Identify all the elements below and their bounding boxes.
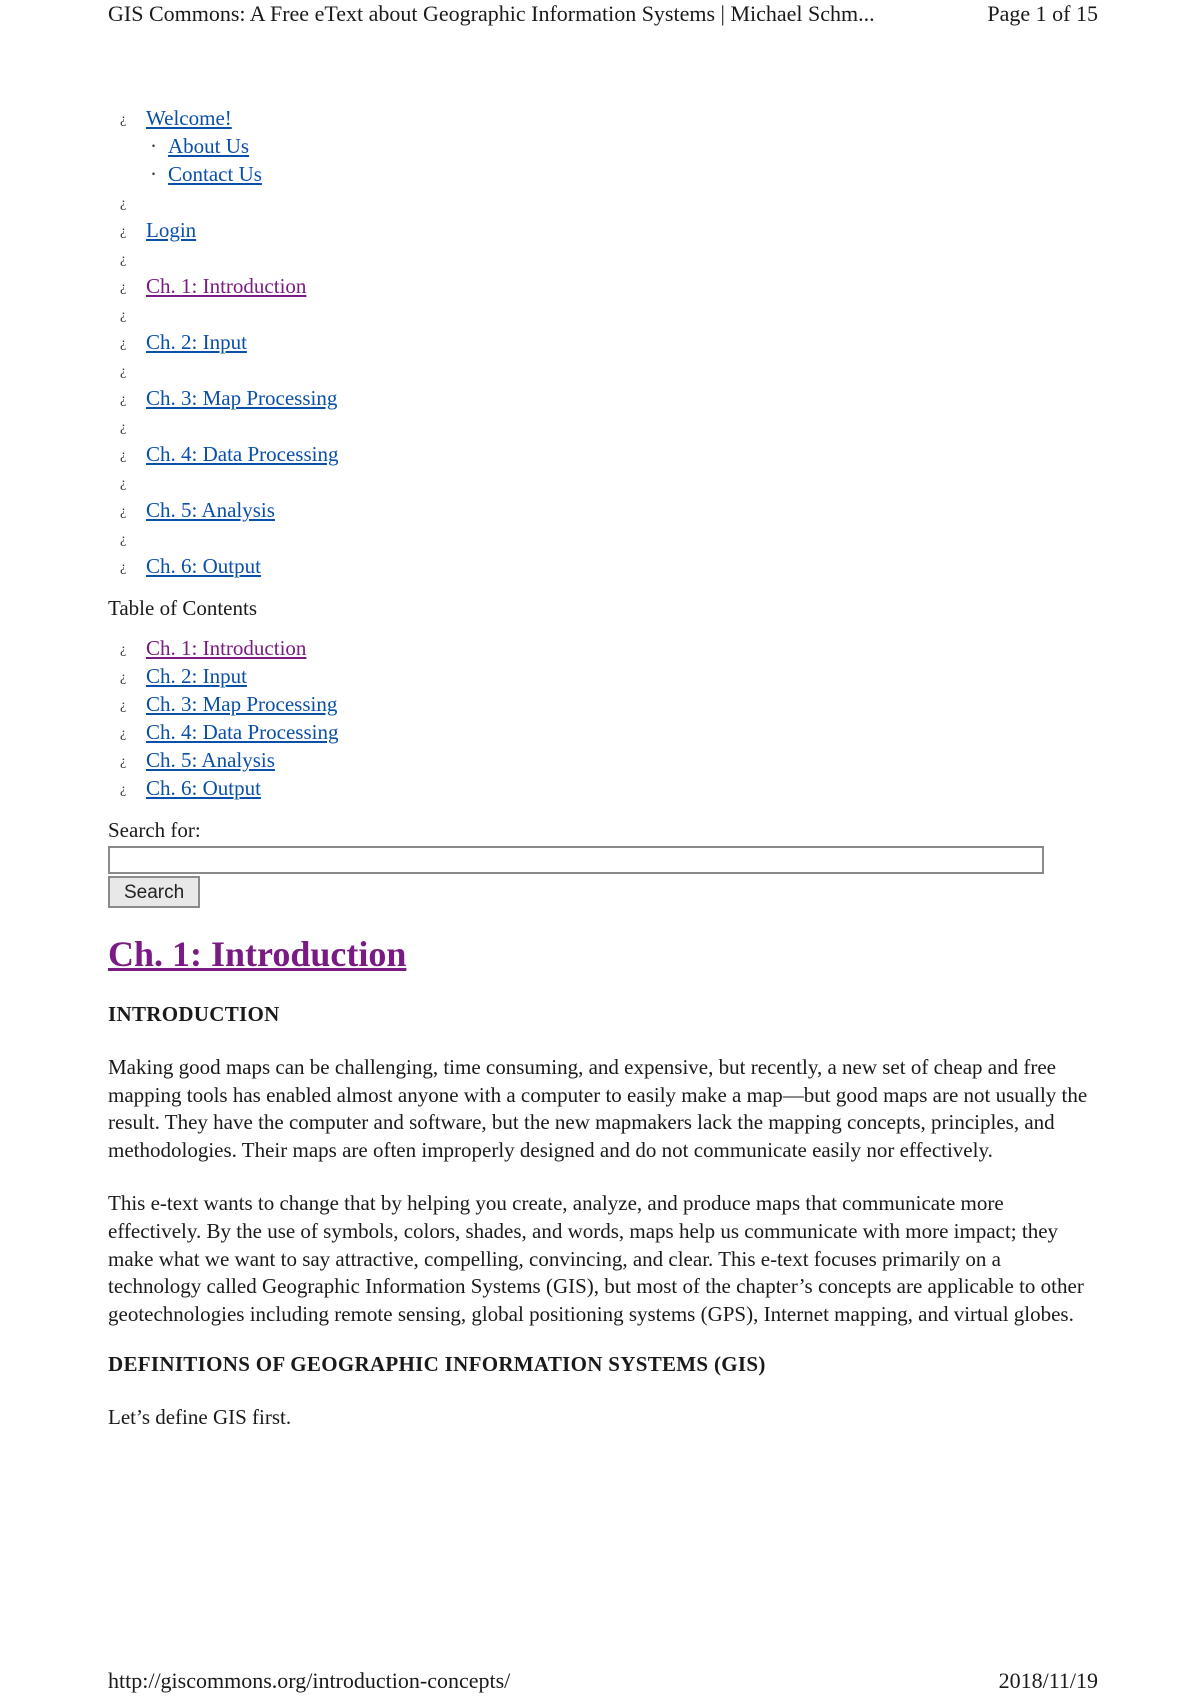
- menu-separator: [120, 244, 1098, 272]
- bullet-glyph: ¿: [120, 420, 127, 435]
- toc-item: [120, 690, 1098, 718]
- bullet-glyph: ¿: [120, 336, 127, 351]
- menu-separator: [120, 524, 1098, 552]
- paragraph-purpose: This e-text wants to change that by helping you create, analyze, and produce maps that communicate more effectively. By the use of symbols, colors, shades, and words, maps help us communicate with more impact; they make what we want to say attractive, compelling, convincing, and clear. This e-text focuses primarily on a technology called Geographic Information Systems (GIS), but most of the chapter’s concepts are applicable to other geotechnologies including remote sensing, global positioning systems (GPS), Internet mapping, and virtual globes.: [108, 1191, 1084, 1326]
- menu-ch6-link[interactable]: Ch. 6: Output: [146, 554, 261, 578]
- menu-item-login: [120, 216, 1098, 244]
- bullet-glyph: ¿: [120, 308, 127, 323]
- menu-item-ch5: [120, 496, 1098, 524]
- sub-bullet-glyph: ·: [150, 162, 157, 186]
- chapter-title: [108, 930, 1098, 978]
- print-header: [108, 0, 1098, 28]
- main-menu: [108, 104, 1098, 132]
- welcome-submenu: [108, 132, 1098, 188]
- section-heading-introduction: INTRODUCTION: [108, 1002, 280, 1026]
- sub-bullet-glyph: ·: [150, 134, 157, 158]
- bullet-glyph: ¿: [120, 698, 127, 713]
- bullet-glyph: ¿: [120, 642, 127, 657]
- menu-separator: [120, 468, 1098, 496]
- bullet-glyph: ¿: [120, 252, 127, 267]
- print-footer-url: http://giscommons.org/introduction-concepts/: [108, 1668, 511, 1693]
- menu-separator: [120, 188, 1098, 216]
- bullet-glyph: ¿: [120, 532, 127, 547]
- search-label: Search for:: [108, 818, 201, 842]
- print-footer-date: 2018/11/19: [998, 1668, 1098, 1693]
- toc-item: [120, 662, 1098, 690]
- bullet-glyph: ¿: [120, 448, 127, 463]
- bullet-glyph: ¿: [120, 364, 127, 379]
- section-heading-definitions: DEFINITIONS OF GEOGRAPHIC INFORMATION SYSTEMS (GIS): [108, 1352, 766, 1377]
- submenu-item-about: [150, 132, 1098, 160]
- menu-item-ch3: [120, 384, 1098, 412]
- welcome-link[interactable]: Welcome!: [146, 106, 232, 130]
- bullet-glyph: ¿: [120, 754, 127, 769]
- table-of-contents: [108, 634, 1098, 802]
- bullet-glyph: ¿: [120, 224, 127, 239]
- chapter-title-link[interactable]: Ch. 1: Introduction: [108, 934, 407, 974]
- menu-ch1-link[interactable]: Ch. 1: Introduction: [146, 274, 307, 298]
- paragraph-intro: Making good maps can be challenging, time consuming, and expensive, but recently, a new set of cheap and free mapping tools has enabled almost anyone with a computer to easily make a map—but good maps are not usually the result. They have the computer and software, but the new mapmakers lack the mapping concepts, principles, and methodologies. Their maps are often improperly designed and do not communicate easily nor effectively.: [108, 1055, 1088, 1162]
- menu-ch3-link[interactable]: Ch. 3: Map Processing: [146, 386, 338, 410]
- submenu-item-contact: [150, 160, 1098, 188]
- bullet-glyph: ¿: [120, 112, 127, 127]
- toc-item: [120, 634, 1098, 662]
- menu-ch5-link[interactable]: Ch. 5: Analysis: [146, 498, 275, 522]
- toc-item: [120, 746, 1098, 774]
- bullet-glyph: ¿: [120, 560, 127, 575]
- menu-item-welcome: [120, 104, 1098, 132]
- bullet-glyph: ¿: [120, 782, 127, 797]
- print-footer: [108, 1668, 1098, 1694]
- toc-ch5-link[interactable]: Ch. 5: Analysis: [146, 748, 275, 772]
- bullet-glyph: ¿: [120, 196, 127, 211]
- menu-item-ch2: [120, 328, 1098, 356]
- menu-item-ch1: [120, 272, 1098, 300]
- toc-heading: Table of Contents: [108, 596, 257, 620]
- menu-item-ch4: [120, 440, 1098, 468]
- toc-item: [120, 774, 1098, 802]
- menu-ch4-link[interactable]: Ch. 4: Data Processing: [146, 442, 339, 466]
- bullet-glyph: ¿: [120, 726, 127, 741]
- paragraph-define: Let’s define GIS first.: [108, 1405, 292, 1430]
- search-input[interactable]: [108, 846, 1044, 874]
- menu-separator: [120, 300, 1098, 328]
- contact-us-link[interactable]: Contact Us: [168, 162, 262, 186]
- toc-item: [120, 718, 1098, 746]
- bullet-glyph: ¿: [120, 476, 127, 491]
- main-menu-continued: [108, 188, 1098, 580]
- bullet-glyph: ¿: [120, 504, 127, 519]
- menu-separator: [120, 356, 1098, 384]
- search-button[interactable]: Search: [108, 876, 200, 908]
- about-us-link[interactable]: About Us: [168, 134, 250, 158]
- menu-ch2-link[interactable]: Ch. 2: Input: [146, 330, 247, 354]
- bullet-glyph: ¿: [120, 670, 127, 685]
- toc-ch3-link[interactable]: Ch. 3: Map Processing: [146, 692, 338, 716]
- toc-ch4-link[interactable]: Ch. 4: Data Processing: [146, 720, 339, 744]
- print-header-title: GIS Commons: A Free eText about Geographic Information Systems | Michael Schm...: [108, 1, 875, 26]
- toc-ch1-link[interactable]: Ch. 1: Introduction: [146, 636, 307, 660]
- toc-ch6-link[interactable]: Ch. 6: Output: [146, 776, 261, 800]
- print-header-page-number: Page 1 of 15: [987, 1, 1098, 26]
- menu-item-ch6: [120, 552, 1098, 580]
- page-content: [108, 104, 1098, 1432]
- bullet-glyph: ¿: [120, 280, 127, 295]
- menu-separator: [120, 412, 1098, 440]
- login-link[interactable]: Login: [146, 218, 197, 242]
- bullet-glyph: ¿: [120, 392, 127, 407]
- toc-ch2-link[interactable]: Ch. 2: Input: [146, 664, 247, 688]
